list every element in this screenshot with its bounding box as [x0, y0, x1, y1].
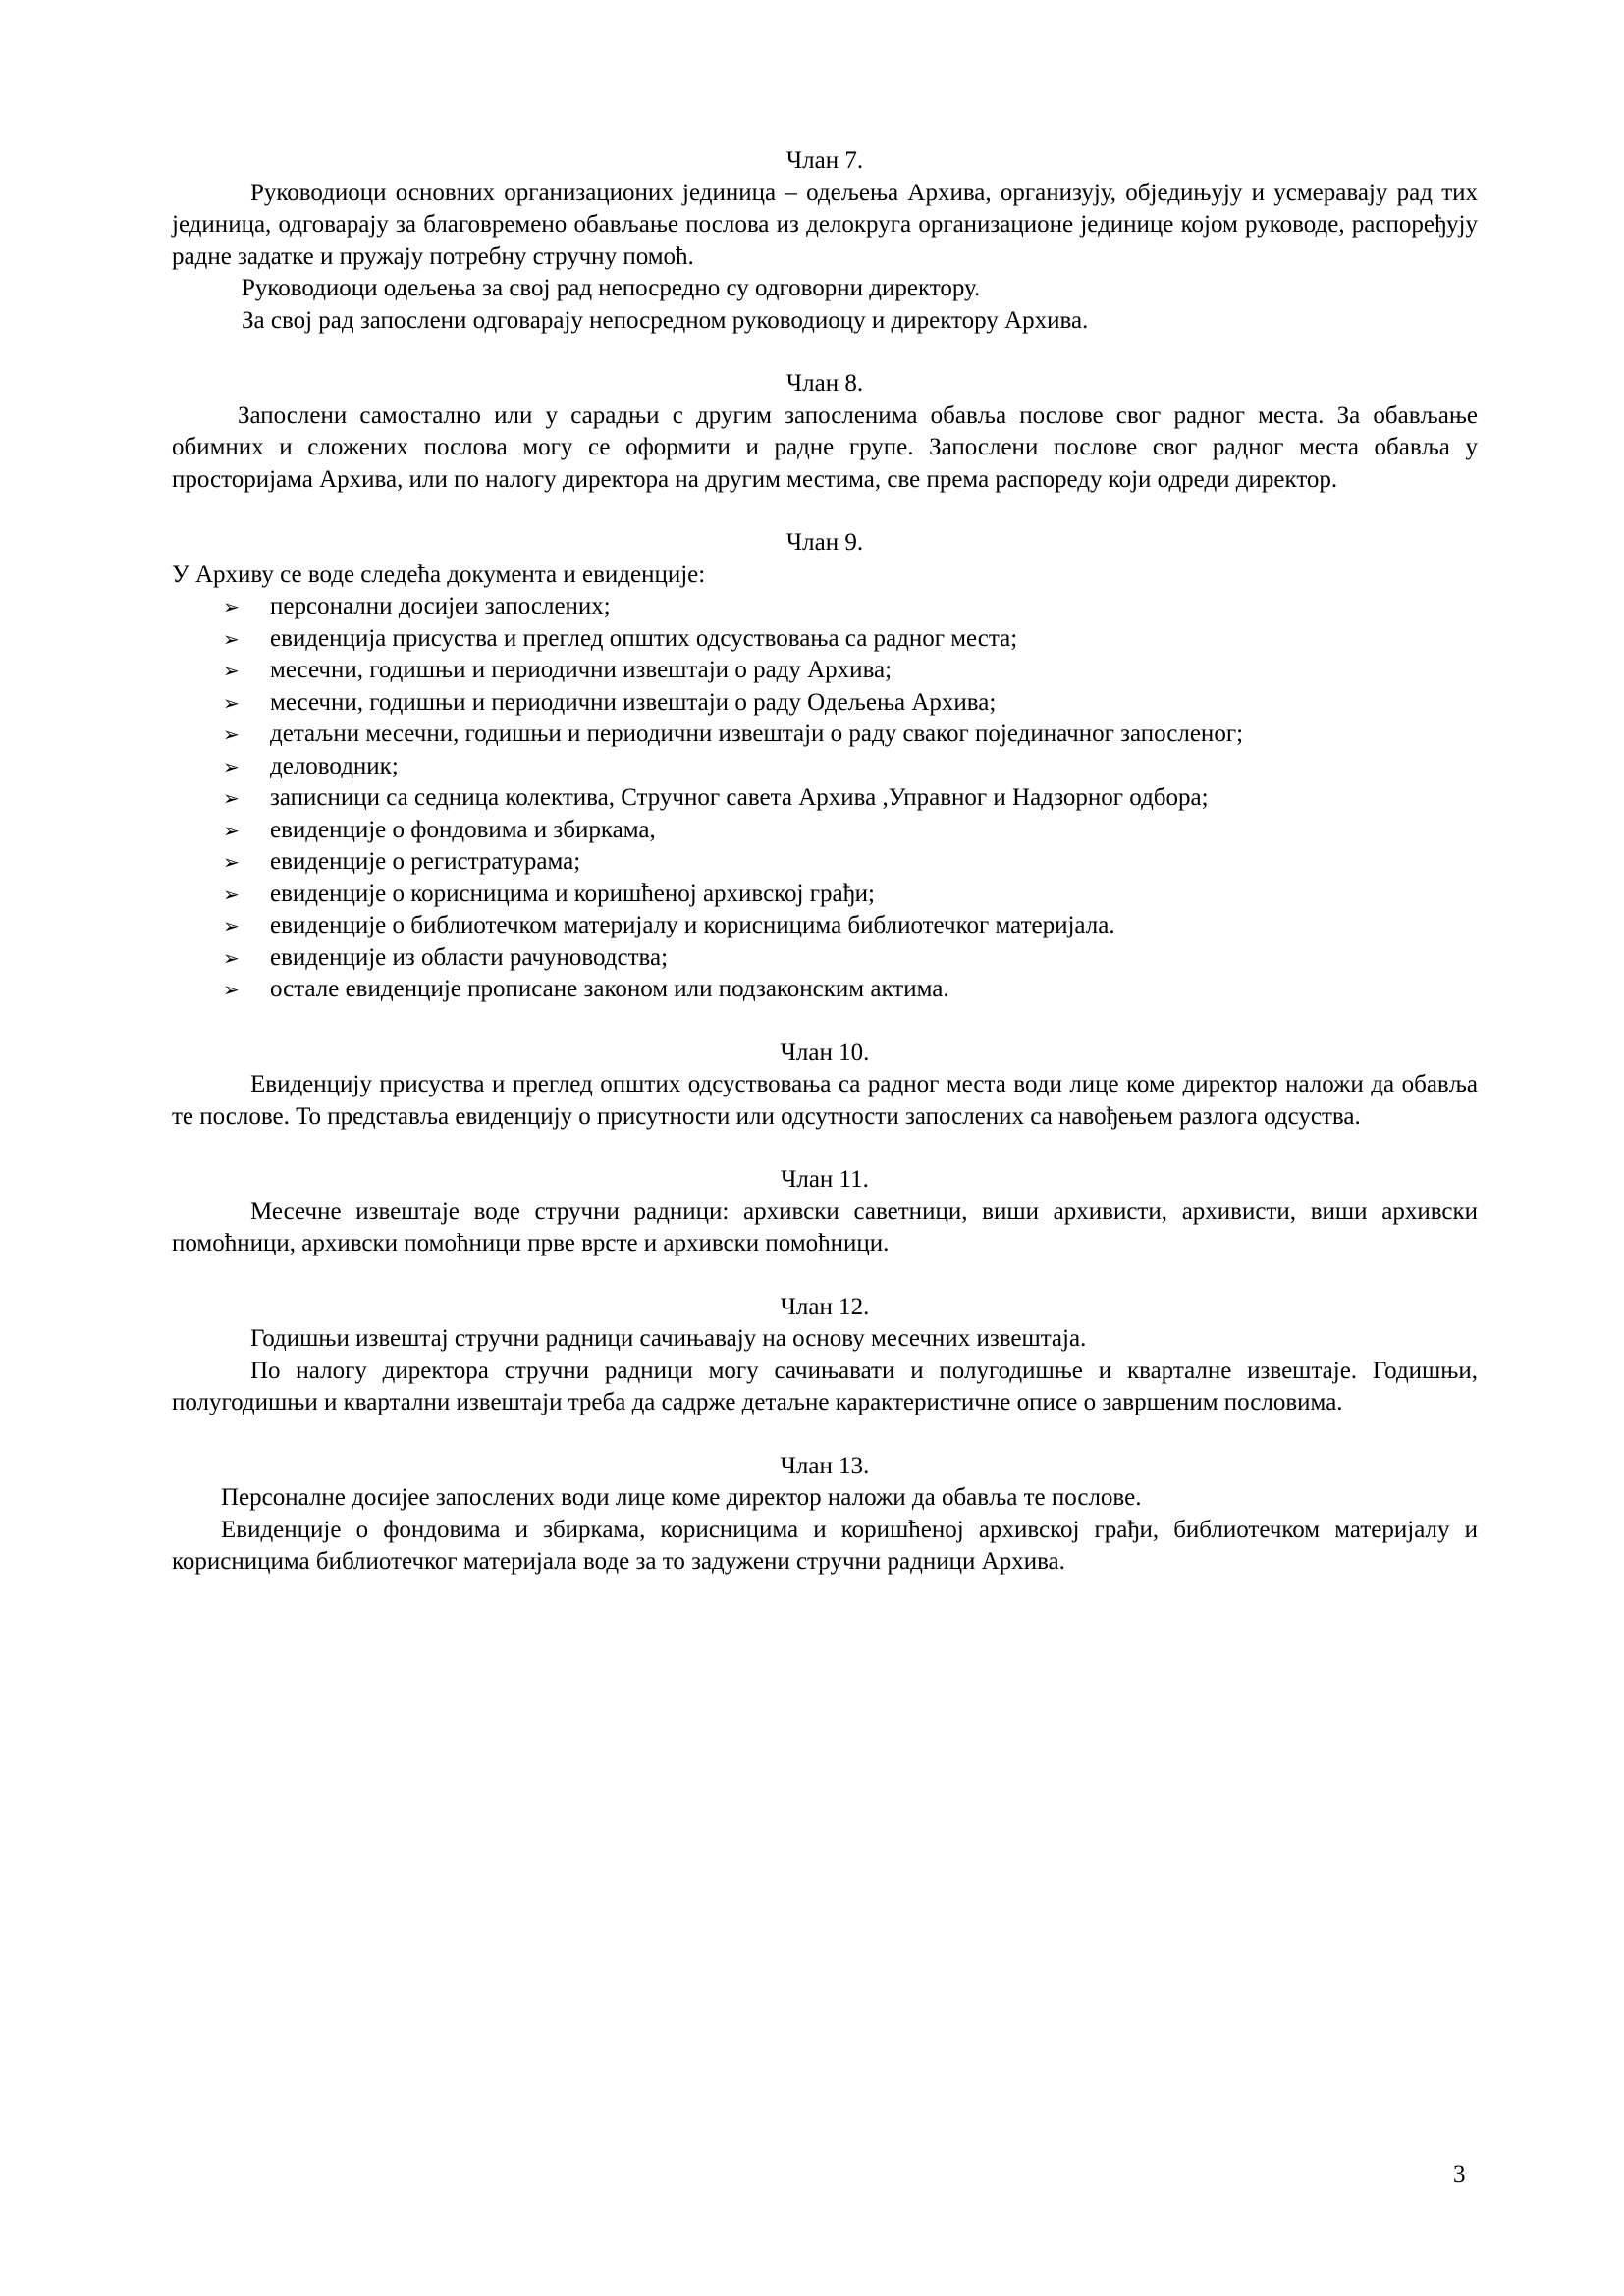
paragraph: Руководиоци основних организационих јединица – одељења Архива, организују, обједињују и усмеравају рад тих јединица, одговарају за благовремено обављање послова из делокруга организационе јединице којом руководе, распоређују радне задатке и пружају потребну стручну помоћ. [172, 179, 1478, 270]
article-10 [172, 1038, 1478, 1134]
list-item: ➢ евиденције о фондовима и збиркама, [172, 815, 1478, 847]
list-item: ➢ евиденције из области рачуноводства; [172, 942, 1478, 975]
list-item: ➢ евиденције о корисницима и коришћеној архивској грађи; [172, 879, 1478, 911]
list-item: ➢ евиденције о библиотечком материјалу и корисницима библиотечког материјала. [172, 910, 1478, 942]
arrowhead-bullet-icon: ➢ [223, 626, 240, 651]
spacer [172, 337, 1478, 368]
paragraph: Годишњи извештај стручни радници сачињавају на основу месечних извештаја. [250, 1325, 1087, 1352]
arrowhead-bullet-icon: ➢ [223, 595, 240, 618]
spacer [172, 496, 1478, 527]
arrowhead-bullet-icon: ➢ [223, 754, 240, 778]
article-12 [172, 1292, 1478, 1419]
article-13 [172, 1451, 1478, 1578]
list-item: ➢ месечни, годишњи и периодични извештаји о раду Одељења Архива; [172, 687, 1478, 720]
arrowhead-bullet-icon: ➢ [223, 881, 240, 906]
document-page [172, 145, 1478, 1578]
article-title: Члан 8. [785, 370, 864, 397]
arrowhead-bullet-icon: ➢ [223, 850, 240, 874]
list-item: ➢ остале евиденције прописане законом или подзаконским актима. [172, 974, 1478, 1006]
article-11 [172, 1164, 1478, 1260]
list-item: ➢ евиденција присуства и преглед општих одсуствовања са радног места; [172, 623, 1478, 656]
list-intro: У Архиву се воде следећа документа и евиденције: [172, 561, 706, 588]
spacer [172, 1133, 1478, 1164]
records-list [172, 591, 1478, 1006]
arrowhead-bullet-icon: ➢ [223, 722, 240, 746]
article-title: Члан 7. [785, 147, 864, 174]
article-title: Члан 9. [785, 529, 864, 556]
arrowhead-bullet-icon: ➢ [223, 945, 240, 970]
article-title: Члан 10. [780, 1039, 870, 1066]
page-number: 3 [1453, 2162, 1466, 2188]
arrowhead-bullet-icon: ➢ [223, 978, 240, 1001]
list-item: ➢ детаљни месечни, годишњи и периодични извештаји о раду сваког појединачног запосленог; [172, 719, 1478, 751]
paragraph: Персоналне досијее запослених води лице коме директор наложи да обавља те послове. [221, 1484, 1142, 1511]
article-8 [172, 368, 1478, 496]
paragraph: Евиденције о фондовима и збиркама, корисницима и коришћеној архивској грађи, библиотечком материјалу и корисницима библиотечког материјала воде за то задужени стручни радници Архива. [172, 1516, 1478, 1575]
article-7 [172, 145, 1478, 337]
list-item: ➢ евиденције о регистратурама; [172, 846, 1478, 879]
article-title: Члан 13. [780, 1452, 870, 1479]
article-title: Члан 11. [781, 1166, 869, 1193]
spacer [172, 1006, 1478, 1038]
paragraph: За свој рад запослени одговарају непосредном руководиоцу и директору Архива. [242, 306, 1089, 334]
article-9 [172, 527, 1478, 1006]
paragraph: Руководиоци одељења за свој рад непосредно су одговорни директору. [242, 275, 981, 301]
list-item: ➢ месечни, годишњи и периодични извештаји о раду Архива; [172, 655, 1478, 687]
arrowhead-bullet-icon: ➢ [223, 786, 240, 810]
arrowhead-bullet-icon: ➢ [223, 914, 240, 937]
spacer [172, 1260, 1478, 1292]
paragraph: Месечне извештаје воде стручни радници: архивски саветници, виши архивисти, архивисти, виши архивски помоћници, архивски помоћници прве врсте и архивски помоћници. [172, 1198, 1478, 1256]
list-item: ➢ деловодник; [172, 751, 1478, 783]
arrowhead-bullet-icon: ➢ [223, 818, 240, 842]
spacer [172, 1419, 1478, 1451]
arrowhead-bullet-icon: ➢ [223, 690, 240, 715]
paragraph: По налогу директора стручни радници могу сачињавати и полугодишње и кварталне извештаје. Годишњи, полугодишњи и квартални извештаји треба да садрже детаљне карактеристичне описе о завршеним пословима. [172, 1357, 1478, 1415]
paragraph: Евиденцију присуства и преглед општих одсуствовања са радног места води лице коме директор наложи да обавља те послове. То представља евиденцију о присутности или одсутности запослених са навођењем разлога одсуства. [172, 1071, 1478, 1130]
arrowhead-bullet-icon: ➢ [223, 659, 240, 682]
list-item: ➢ персонални досијеи запослених; [172, 591, 1478, 623]
list-item: ➢ записници са седница колектива, Стручног савета Архива ,Управног и Надзорног одбора; [172, 782, 1478, 815]
paragraph: Запослени самостално или у сарадњи с другим запосленима обавља послове свог радног места. За обављање обимних и сложених послова могу се оформити и радне групе. Запослени послове свог радног места обавља у просторијама Архива, или по налогу директора на другим местима, све према распореду који одреди директор. [172, 401, 1478, 493]
article-title: Члан 12. [780, 1293, 870, 1320]
